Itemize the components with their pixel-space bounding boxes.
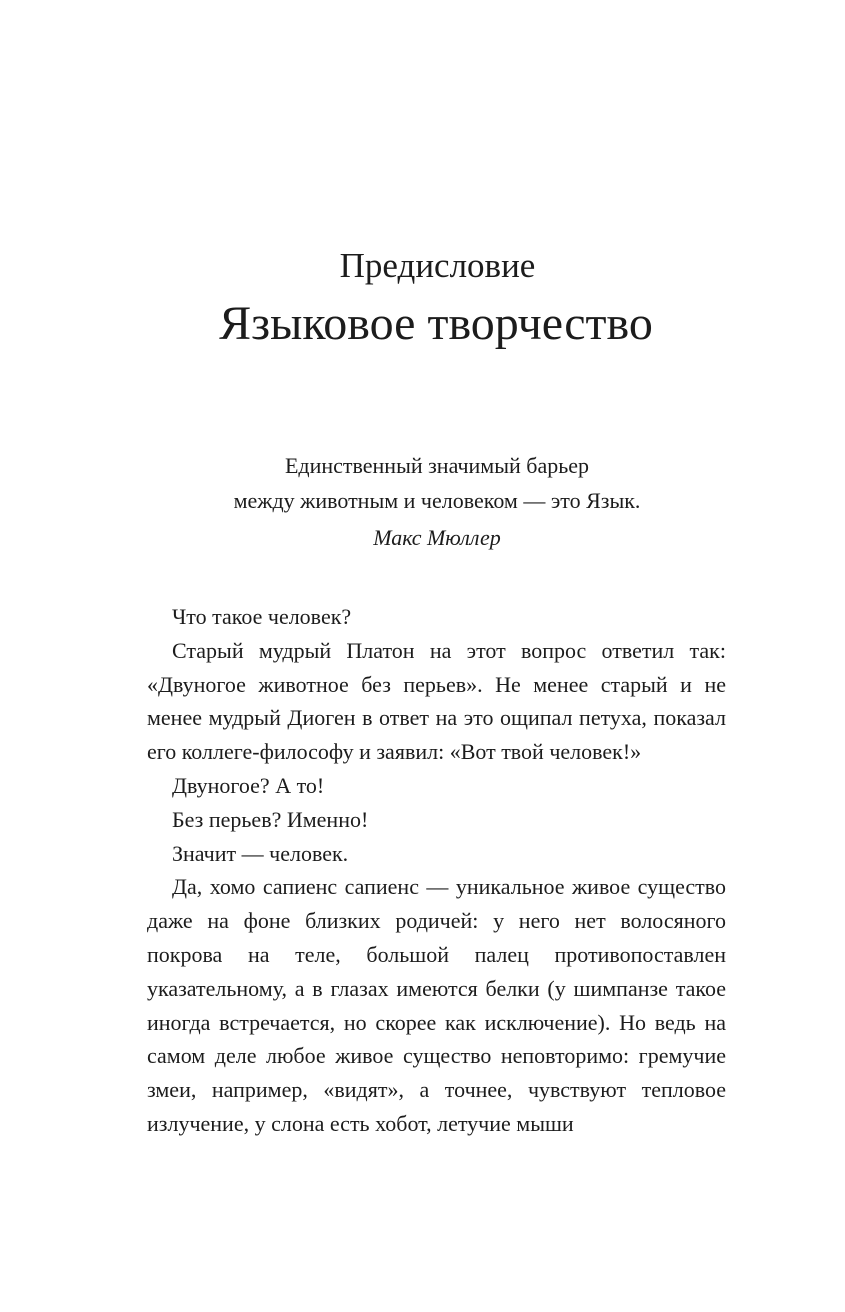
epigraph-line: Единственный значимый барьер: [284, 453, 590, 478]
chapter-label: Предисловие: [339, 246, 536, 285]
paragraph: Без перьев? Именно!: [172, 806, 369, 832]
paragraph: Да, хомо сапиенс сапиенс — уникальное живое существо даже на фоне близких родичей: у него нет волосяного покрова на теле, большой палец противопоставлен указательному, а в глазах имеются белки (у шимпанзе такое иногда встречается, но скорее как исключение). Но ведь на самом деле любое живое существо неповторимо: гремучие змеи, например, «видят», а точнее, чувствуют тепловое излучение, у слона есть хобот, летучие мыши: [147, 874, 726, 1136]
epigraph-line: между животным и человеком — это Язык.: [233, 488, 641, 513]
epigraph: [0, 448, 845, 555]
body-text: [147, 600, 726, 1141]
paragraph: Двуногое? А то!: [172, 772, 325, 798]
paragraph: Старый мудрый Платон на этот вопрос ответил так: «Двуногое животное без перьев». Не менее старый и не менее мудрый Диоген в ответ на это ощипал петуха, показал его коллеге-философу и заявил: «Вот твой человек!»: [147, 637, 726, 765]
paragraph: Что такое человек?: [172, 604, 352, 629]
paragraph: Значит — человек.: [172, 840, 349, 866]
chapter-title: Языковое творчество: [219, 297, 653, 350]
epigraph-author: Макс Мюллер: [373, 525, 501, 550]
